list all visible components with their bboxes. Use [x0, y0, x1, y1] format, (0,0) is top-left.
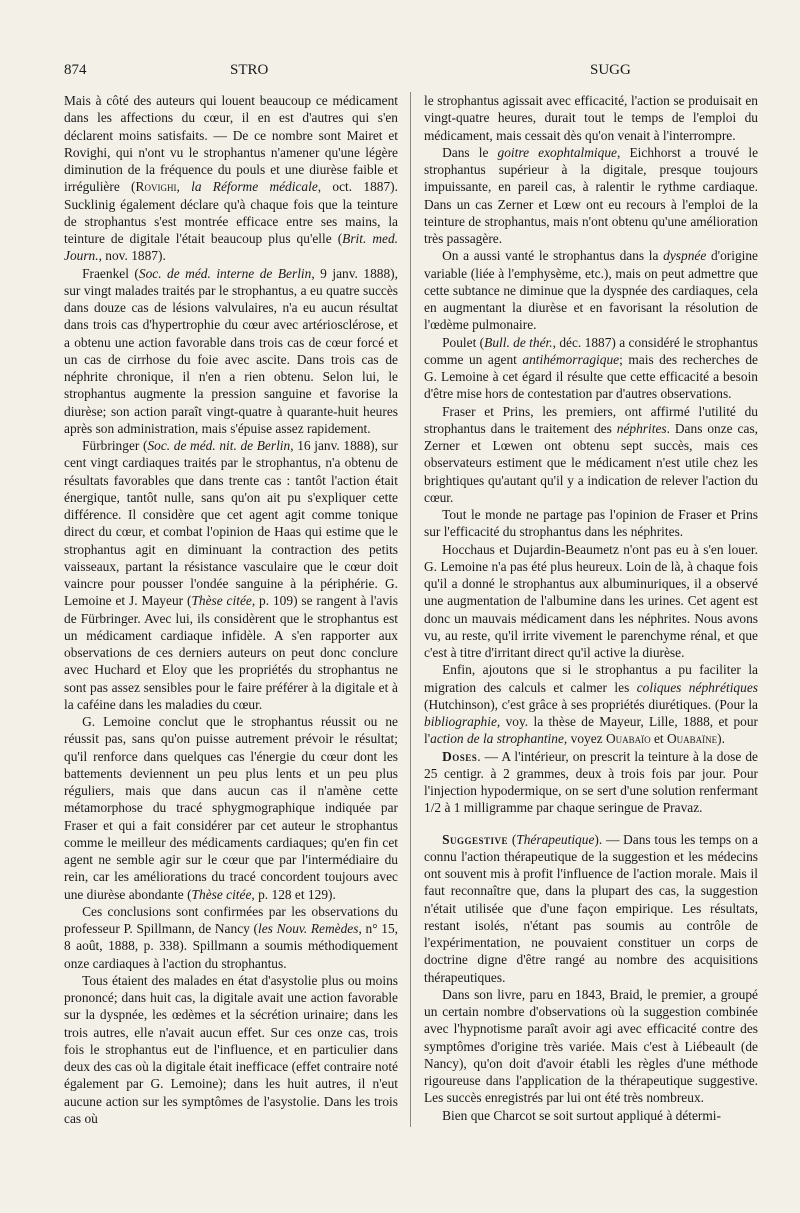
paragraph: Mais à côté des auteurs qui louent beaucoup ce médicament dans les affections du cœur, il en est d'autres qui s'en déclarent moins satisfaits. — De ce nombre sont Mairet et Rovighi, qui n'ont vu le strophantus n'amener qu'une légère diminution de la fréquence du pouls et une diurèse faible et irrégulière (Rovighi, la Réforme médicale, oct. 1887). Sucklinig également déclare qu'à chaque fois que la teinture de strophantus s'est montrée efficace entre ses mains, la teinture de digitale l'était beaucoup plus qu'elle (Brit. med. Journ., nov. 1887). — [64, 93, 398, 264]
paragraph: Fürbringer (Soc. de méd. nit. de Berlin, 16 janv. 1888), sur cent vingt cardiaques traités par le strophantus, n'a obtenu de résultats favorables que dans trente cas : tantôt l'action était énergique, tantôt nulle, sans qu'on ait pu s'expliquer cette différence. Il considère que cet agent agit comme tonique direct du cœur, et combat l'opinion de Haas qui estime que le strophantus agit en diminuant la contraction des petits vaisseaux, partant la résistance vasculaire que le cœur doit vaincre pour pousser l'ondée sanguine à la périphérie. G. Lemoine et J. Mayeur (Thèse citée, p. 109) se rangent à l'avis de Fürbringer. Avec lui, ils considèrent que le strophantus est un médicament cardiaque infidèle. A s'en rapporter aux observations de ces derniers auteurs on peut donc conclure avec Huchard et Eloy que les propriétés du strophantus ne sont pas assez sensibles pour le faire préférer à la digitale et à la caféine dans les maladies du cœur. — [64, 438, 398, 712]
page-number: 874 — [64, 62, 87, 78]
paragraph: Enfin, ajoutons que si le strophantus a pu faciliter la migration des calculs et calmer les coliques néphrétiques (Hutchinson), c'est grâce à ses propriétés diurétiques. (Pour la bibliographie, voy. la thèse de Mayeur, Lille, 1888, et pour l'action de la strophantine, voyez Ouabaïo et Ouabaïne). — [424, 662, 758, 747]
paragraph: Hocchaus et Dujardin-Beaumetz n'ont pas eu à s'en louer. G. Lemoine n'a pas été plus heureux. Loin de là, à chaque fois qu'il a donné le strophantus aux albuminuriques, il a observé une augmentation de l'albumine dans les urines. Cet agent est donc un mauvais médicament dans les néphrites. Nous avons vu, au reste, qu'il irrite vivement le parenchyme rénal, et que c'est à titre d'irritant direct qu'il active la diurèse. — [424, 541, 758, 660]
paragraph: Tous étaient des malades en état d'asystolie plus ou moins prononcé; dans huit cas, la digitale avait une action favorable sur la dyspnée, les œdèmes et la sécrétion urinaire; dans les trois autres, elle n'avait aucun effet. Sur ces onze cas, trois fois le strophantus eut de l'influence, et en particulier dans deux des cas où la digitale était inefficace (effet contraire noté également par G. Lemoine); dans les huit autres, il n'eut aucune action sur les symptômes de l'asystolie. Dans les trois cas où — [64, 972, 398, 1126]
column-divider — [410, 92, 411, 1127]
paragraph: Dans son livre, paru en 1843, Braid, le premier, a groupé un certain nombre d'observations où la suggestion combinée avec l'hypnotisme paraît avoir agi avec efficacité contre des symptômes d'origine très variée. Mais c'est à Liébeault (de Nancy), qu'on doit d'avoir établi les règles d'une méthode rigoureuse dans l'application de la thérapeutique suggestive. Les succès enregistrés par lui ont été très nombreux. — [424, 986, 758, 1106]
paragraph: Fraser et Prins, les premiers, ont affirmé l'utilité du strophantus dans le traitement des néphrites. Dans onze cas, Zerner et Lœwen ont obtenu sept succès, mais ces observateurs estiment que le médicament n'est utile chez les brightiques qu'autant qu'il y a indication de relever l'action du cœur. — [424, 403, 759, 505]
paragraph: Doses. — A l'intérieur, on prescrit la teinture à la dose de 25 centigr. à 2 grammes, deux à trois fois par jour. Pour l'injection hypodermique, on se sert d'une solution renfermant 1/2 à 1 milligramme par chaque seringue de Pravaz. — [424, 748, 758, 816]
paragraph: Suggestive (Thérapeutique). — Dans tous les temps on a connu l'action thérapeutique de la suggestion et les médecins ont souvent mis à profit l'influence de l'action morale. Mais il faut reconnaître que, dans la plupart des cas, la suggestion n'était utilisée que d'une façon empirique. Les résultats, restant isolés, n'étant pas soumis au contrôle de l'expérimentation, ne pouvaient constituer un corps de doctrine digne d'être rangé au nombre des acquisitions thérapeutiques. — [424, 831, 758, 985]
right-column — [424, 92, 758, 1124]
paragraph: Fraenkel (Soc. de méd. interne de Berlin, 9 janv. 1888), sur vingt malades traités par le strophantus, a eu quatre succès dans douze cas de lésions valvulaires, n'a eu aucun résultat dans trois cas d'hypertrophie du cœur avec artériosclérose, et a obtenu une action favorable dans trois cas de cœur forcé et un cas de cirrhose du foie avec ascite. Dans trois cas de néphrite chronique, il n'en a rien obtenu. Selon lui, le strophantus augmente la pression sanguine et favorise la diurèse; son action paraît vingt-quatre à quarante-huit heures après son administration, mais s'épuise assez rapidement. — [64, 265, 398, 436]
paragraph: Poulet (Bull. de thér., déc. 1887) a considéré le strophantus comme un agent antihémorragique; mais des recherches de G. Lemoine à cet égard il résulte que cette efficacité a besoin d'être mise hors de contestation par d'autres observations. — [424, 334, 759, 402]
paragraph: G. Lemoine conclut que le strophantus réussit ou ne réussit pas, sans qu'on puisse autrement prévoir le résultat; qu'il renforce dans quelques cas l'énergie du cœur dont les battements deviennent un peu plus lents et un peu plus réguliers, mais que dans aucun cas il n'amène cette métamorphose du tracé sphygmographique indiquée par Fraser et qui a fait considérer par cet auteur le strophantus comme le meilleur des médicaments cardiaques; qu'en fin cet agent ne semble agir sur le cœur que par l'intermédiaire du rein, car les améliorations du tracé concordent toujours avec une diurèse abondante (Thèse citée, p. 128 et 129). — [64, 714, 398, 902]
running-head — [60, 62, 740, 82]
paragraph: Bien que Charcot se soit surtout appliqué à détermi- — [442, 1107, 721, 1123]
paragraph: Tout le monde ne partage pas l'opinion de Fraser et Prins sur l'efficacité du strophantus dans les néphrites. — [424, 507, 758, 540]
paragraph: le strophantus agissait avec efficacité, l'action se produisait en vingt-quatre heures, durait tout le temps de l'emploi du médicament, mais cessait dès qu'on venait à l'interrompre. — [424, 93, 758, 143]
header-left-word: STRO — [230, 62, 269, 78]
header-right-word: SUGG — [590, 62, 631, 78]
left-column — [64, 92, 398, 1127]
paragraph: Dans le goitre exophtalmique, Eichhorst a trouvé le strophantus supérieur à la digitale, presque toujours impuissante, en pareil cas, à ralentir le rythme cardiaque. Dans un cas Zerner et Lœw ont eu recours à l'emploi de la teinture de strophantus, mais n'ont obtenu qu'une amélioration très passagère. — [424, 144, 759, 246]
paragraph: On a aussi vanté le strophantus dans la dyspnée d'origine variable (liée à l'emphysème, etc.), mais on peut admettre que cette subtance ne diminue que la dyspnée des cardiaques, cela en augmentant la diurèse et en favorisant la résolution de l'œdème pulmonaire. — [424, 248, 759, 333]
paragraph: Ces conclusions sont confirmées par les observations du professeur P. Spillmann, de Nancy (les Nouv. Remèdes, n° 15, 8 août, 1888, p. 338). Spillmann a soumis méthodiquement onze cardiaques à l'action du strophantus. — [64, 903, 398, 971]
